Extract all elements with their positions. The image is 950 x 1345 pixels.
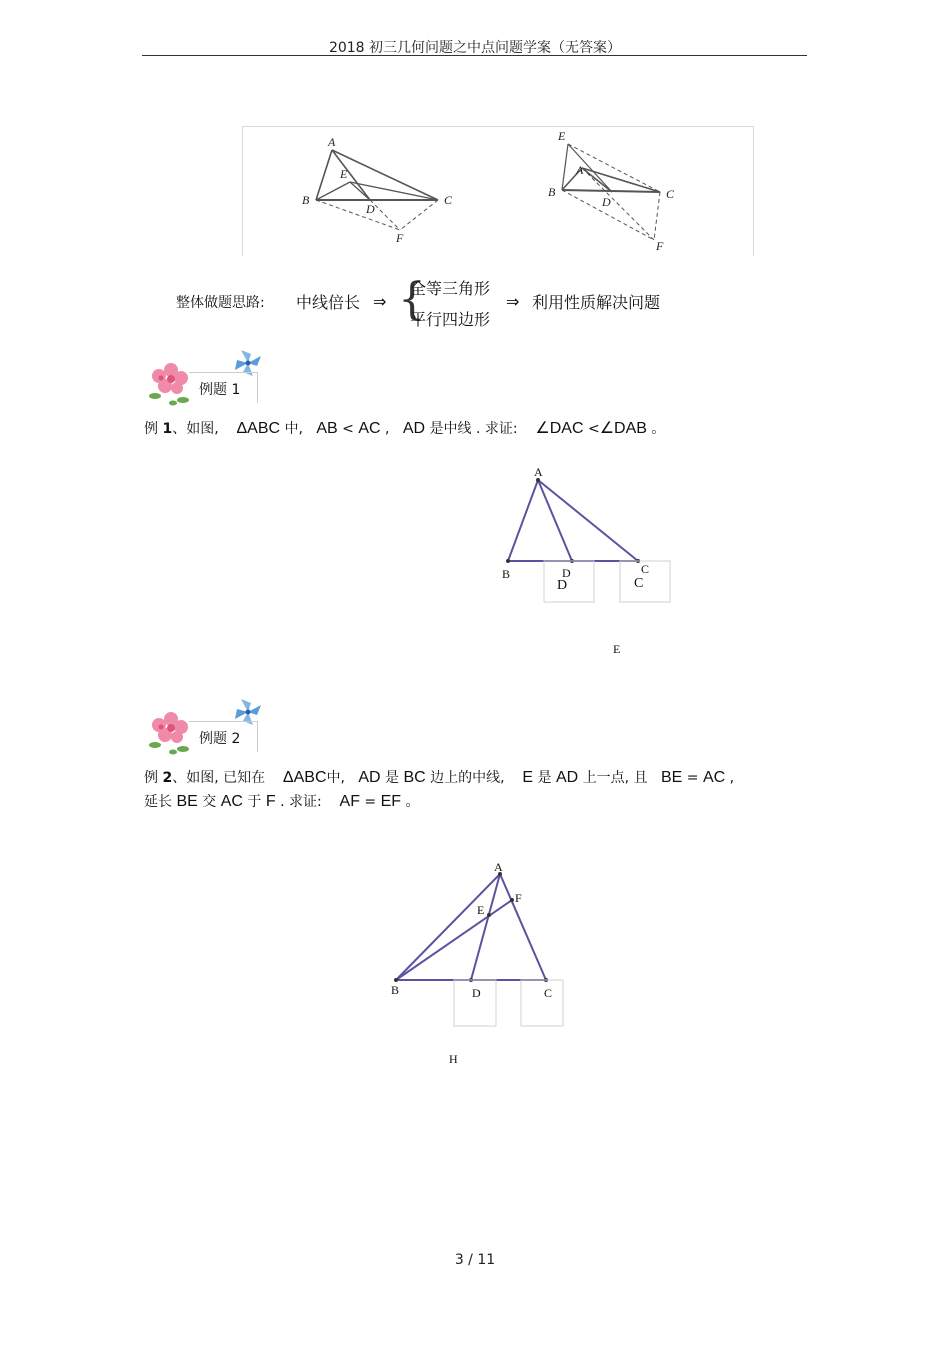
- approach-method: 中线倍长: [296, 293, 361, 312]
- ex2-text-6: 上一点, 且: [582, 770, 648, 786]
- ex1-end: 。: [651, 421, 666, 437]
- ex2-eq: =: [686, 770, 699, 786]
- ex1-lt: <: [342, 421, 354, 437]
- ex1-angle-dac: ∠DAC: [535, 420, 584, 437]
- example2-heading-label: 例题 2: [199, 731, 241, 747]
- ex1-lt-2: <: [587, 421, 600, 437]
- ex1-ad: AD: [402, 420, 426, 437]
- ex2-prefix: 例: [144, 770, 158, 786]
- ex1-label-b: B: [502, 567, 511, 581]
- ex2-text-10: . 求证:: [280, 794, 322, 810]
- ex2-comma: ,: [729, 770, 735, 786]
- ex1-label-c2: C: [634, 576, 644, 591]
- ex1-label-d: D: [562, 566, 571, 580]
- example2-figure: [380, 855, 580, 1070]
- ex1-text-4: . 求证:: [475, 421, 518, 437]
- ex2-text-4: 边上的中线,: [430, 770, 505, 786]
- header-rule: [142, 55, 807, 56]
- top-right-label-c: C: [666, 187, 675, 201]
- top-right-label-a: A: [576, 163, 584, 177]
- ex1-text-3: 是中线: [429, 421, 472, 437]
- ex1-number: 1: [162, 421, 173, 437]
- top-left-label-f: F: [396, 231, 404, 245]
- ex1-text-1: 、如图,: [172, 421, 219, 437]
- ex2-ad: AD: [358, 769, 381, 786]
- approach-option-2: 平行四边形: [410, 310, 491, 329]
- ex2-be-2: BE: [176, 793, 198, 810]
- ex2-label-a: A: [494, 860, 503, 874]
- ex2-text-2: 中,: [326, 770, 345, 786]
- approach-result: 利用性质解决问题: [532, 293, 661, 312]
- approach-label: 整体做题思路:: [176, 295, 265, 311]
- ex2-af: AF: [339, 793, 360, 810]
- ex1-prefix: 例: [144, 421, 158, 437]
- ex2-ac: AC: [702, 769, 726, 786]
- ex2-text-3: 是: [385, 770, 400, 786]
- ex2-label-d: D: [472, 986, 481, 1000]
- left-brace: {: [398, 274, 426, 325]
- example2-problem: [144, 766, 814, 814]
- ex1-label-e: E: [613, 642, 621, 656]
- ex2-text-5: 是: [537, 770, 552, 786]
- ex2-text-7: 延长: [144, 794, 172, 810]
- top-right-label-e: E: [558, 129, 566, 143]
- top-left-label-c: C: [444, 193, 453, 207]
- ex2-ac-2: AC: [220, 793, 243, 810]
- top-figure-right: [562, 144, 660, 240]
- top-figure: [242, 126, 754, 256]
- ex2-ad-2: AD: [556, 769, 579, 786]
- example1-heading-label: 例题 1: [199, 382, 241, 398]
- top-left-label-b: B: [302, 193, 310, 207]
- ex2-end: 。: [405, 794, 420, 810]
- ex1-text-2: 中,: [284, 421, 303, 437]
- ex2-label-b: B: [391, 983, 400, 997]
- example1-problem: [144, 417, 814, 441]
- ex1-angle-dab: ∠DAB: [599, 420, 647, 437]
- approach-option-1: 全等三角形: [410, 279, 491, 298]
- top-right-label-d: D: [602, 195, 611, 209]
- ex1-ab: AB: [316, 420, 338, 437]
- ex2-line-1: [144, 766, 814, 790]
- ex2-eq-2: =: [364, 794, 377, 810]
- ex1-ac: AC: [358, 420, 381, 437]
- page-header-title: 2018 初三几何问题之中点问题学案（无答案）: [328, 40, 622, 56]
- ex2-bc: BC: [403, 769, 426, 786]
- ex2-label-c: C: [544, 986, 553, 1000]
- ex2-e: E: [522, 769, 534, 786]
- ex2-text-9: 于: [247, 794, 262, 810]
- ex2-line-2: [144, 790, 814, 814]
- top-left-label-e: E: [340, 167, 348, 181]
- ex2-be: BE: [660, 769, 683, 786]
- example1-heading: [145, 348, 265, 410]
- ex2-ef: EF: [380, 793, 402, 810]
- ex1-label-a: A: [534, 465, 543, 479]
- ex2-triangle: ΔABC: [282, 769, 327, 786]
- top-right-label-b: B: [548, 185, 556, 199]
- page-number: 3 / 11: [454, 1252, 496, 1268]
- ex2-label-h: H: [449, 1052, 458, 1066]
- ex1-triangle: ΔABC: [236, 420, 281, 437]
- ex2-label-e: E: [477, 903, 485, 917]
- top-figure-left: [316, 150, 438, 230]
- top-right-label-f: F: [656, 239, 664, 253]
- example1-figure: [490, 460, 690, 660]
- example2-heading: [145, 697, 265, 759]
- ex1-comma: ,: [385, 421, 390, 437]
- ex2-label-f: F: [515, 891, 522, 905]
- ex2-f: F: [265, 793, 276, 810]
- top-left-label-d: D: [366, 202, 375, 216]
- ex1-label-c: C: [641, 562, 650, 576]
- top-left-label-a: A: [328, 135, 336, 149]
- implies-arrow-2: ⇒: [506, 292, 520, 311]
- implies-arrow-1: ⇒: [373, 292, 387, 311]
- ex2-number: 2: [162, 770, 173, 786]
- ex2-text-8: 交: [202, 794, 217, 810]
- ex2-text-1: 、如图, 已知在: [172, 770, 266, 786]
- ex1-label-d2: D: [557, 578, 568, 593]
